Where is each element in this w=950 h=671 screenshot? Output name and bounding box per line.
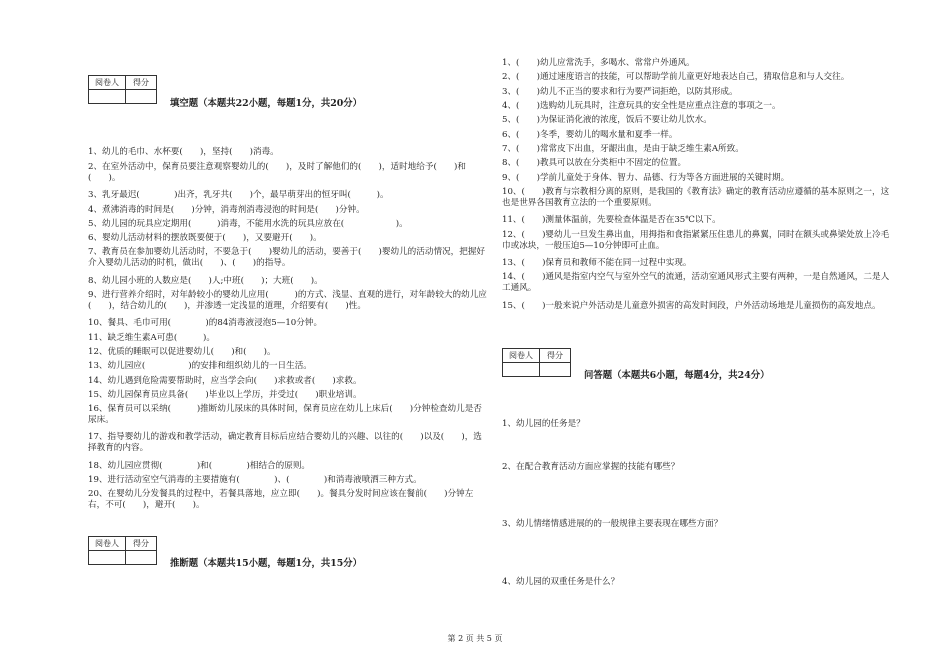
judge-item-7: 7、( )常常皮下出血，牙龈出血，是由于缺乏维生素A所致。 — [502, 144, 744, 154]
fill-item-3: 3、乳牙最迟( )出齐，乳牙共( )个，最早萌芽出的恒牙叫( )。 — [88, 190, 389, 200]
reviewer-label: 阅卷人 — [503, 349, 540, 363]
fill-item-2: 2、在室外活动中，保育员要注意观察婴幼儿的( )，及时了解他们的( )，适时地给予( )和( )。 — [88, 162, 466, 184]
reviewer-label: 阅卷人 — [89, 76, 126, 90]
judge-item-14: 14、( )通风是指室内空气与室外空气的流通，活动室通风形式主要有两种，一是自然通风，二是人工通风。 — [502, 272, 890, 294]
judge-item-2: 2、( )通过速度语言的技能，可以帮助学前儿童更好地表达自己，猜取信息和与人交往。 — [502, 72, 850, 82]
qa-item-2: 2、在配合教育活动方面应掌握的技能有哪些？ — [502, 462, 680, 472]
reviewer-cell[interactable] — [89, 90, 126, 104]
score-cell[interactable] — [540, 363, 571, 377]
fill-item-16: 16、保育员可以采纳( )推断幼儿尿床的具体时间，保育员应在幼儿上床后( )分钟检查幼儿是否尿床。 — [88, 404, 482, 426]
score-cell[interactable] — [126, 90, 157, 104]
judge-item-1: 1、( )幼儿应常洗手，多喝水、常常户外通风。 — [502, 58, 695, 68]
fill-item-9: 9、进行营养介绍时，对年龄较小的婴幼儿应用( )的方式、浅显、直观的进行，对年龄较大的幼儿应( )，结合幼儿的( )，并渗透一定浅显的道理，介绍要有( )性。 — [88, 290, 487, 312]
score-label: 得分 — [540, 349, 571, 363]
score-label: 得分 — [126, 537, 157, 551]
judge-item-3: 3、( )幼儿不正当的要求和行为要严词拒绝，以防其形成。 — [502, 87, 738, 97]
fill-item-10: 10、餐具、毛巾可用( )的84消毒液浸泡5—10分钟。 — [88, 318, 323, 328]
judge-item-12: 12、( )婴幼儿一旦发生鼻出血，用拇指和食指紧紧压住患儿的鼻翼，同时在额头或鼻梁处放上冷毛巾或冰块，一般压迫5—10分钟即可止血。 — [502, 230, 890, 252]
reviewer-cell[interactable] — [503, 363, 540, 377]
qa-item-1: 1、幼儿园的任务是？ — [502, 419, 585, 429]
fill-item-12: 12、优质的睡眠可以促进婴幼儿( )和( )。 — [88, 347, 276, 357]
judge-item-6: 6、( )冬季，婴幼儿的喝水量和夏季一样。 — [502, 130, 678, 140]
score-label: 得分 — [126, 76, 157, 90]
fill-item-15: 15、幼儿园保育员应具备( )毕业以上学历，并受过( )职业培训。 — [88, 390, 362, 400]
fill-item-8: 8、幼儿园小班的人数应是( )人;中班( )；大班( )。 — [88, 276, 323, 286]
fill-item-6: 6、婴幼儿活动材料的摆放既要便于( )，又要避开( )。 — [88, 233, 322, 243]
score-box-qa — [502, 348, 571, 377]
fill-item-18: 18、幼儿园应贯彻( )和( )相结合的原则。 — [88, 461, 311, 471]
judge-item-5: 5、( )为保证消化液的浓度，饭后不要让幼儿饮水。 — [502, 115, 712, 125]
reviewer-label: 阅卷人 — [89, 537, 126, 551]
fill-item-7: 7、教育员在参加婴幼儿活动时，不要急于( )婴幼儿的活动，要善于( )婴幼儿的活动情况，把握好介入婴幼儿活动的时机，做出( )、( )的指导。 — [88, 247, 486, 269]
judge-item-13: 13、( )保育员和教师不能在同一过程中实现。 — [502, 258, 692, 268]
fill-section-title: 填空题（本题共22小题，每题1分，共20分） — [170, 98, 362, 109]
judge-section-title: 推断题（本题共15小题，每题1分，共15分） — [170, 558, 362, 569]
fill-item-4: 4、煮沸消毒的时间是( )分钟，消毒剂消毒浸泡的时间是( )分钟。 — [88, 205, 365, 215]
page-footer: 第 2 页 共 5 页 — [447, 634, 503, 643]
score-box-judge — [88, 536, 157, 565]
judge-item-10: 10、( )教育与宗教相分离的原则，是我国的《教育法》确定的教育活动应遵循的基本原则之一，这也是世界各国教育立法的一个重要原则。 — [502, 187, 890, 209]
score-cell[interactable] — [126, 551, 157, 565]
fill-item-1: 1、幼儿的毛巾、水杯要( )，坚持( )消毒。 — [88, 147, 279, 157]
judge-item-4: 4、( )选购幼儿玩具时，注意玩具的安全性是应重点注意的事项之一。 — [502, 101, 781, 111]
fill-item-20: 20、在婴幼儿分发餐具的过程中，若餐具落地，应立即( )。餐具分发时间应该在餐前( )分钟左右，不可( )，避开( )。 — [88, 489, 474, 511]
fill-item-13: 13、幼儿园应( )的安排和组织幼儿的一日生活。 — [88, 361, 312, 371]
qa-item-4: 4、幼儿园的双重任务是什么？ — [502, 577, 620, 587]
judge-item-9: 9、( )学前儿童处于身体、智力、品德、行为等各方面进展的关键时期。 — [502, 173, 790, 183]
fill-item-19: 19、进行活动室空气消毒的主要措施有( )、( )和消毒液喷洒三种方式。 — [88, 475, 422, 485]
judge-item-8: 8、( )教具可以放在分类柜中不固定的位置。 — [502, 158, 687, 168]
judge-item-11: 11、( )测量体温前，先要检查体温是否在35℃以下。 — [502, 215, 721, 225]
qa-section-title: 问答题（本题共6小题，每题4分，共24分） — [584, 370, 770, 381]
fill-item-17: 17、指导婴幼儿的游戏和教学活动，确定教育目标后应结合婴幼儿的兴趣、以往的( )以及( )，选择教育的内容。 — [88, 432, 482, 454]
fill-item-11: 11、缺乏维生素A可患( )。 — [88, 333, 215, 343]
judge-item-15: 15、( )一般来说户外活动是儿童意外损害的高发时间段，户外活动场地是儿童损伤的高发地点。 — [502, 301, 881, 311]
reviewer-cell[interactable] — [89, 551, 126, 565]
fill-item-5: 5、幼儿园的玩具应定期用( )消毒，不能用水洗的玩具应放在( )。 — [88, 219, 408, 229]
score-box-fill — [88, 75, 157, 104]
fill-item-14: 14、幼儿遇到危险需要帮助时，应当学会向( )求救或者( )求救。 — [88, 376, 362, 386]
qa-item-3: 3、幼儿情绪情感进展的的一般规律主要表现在哪些方面？ — [502, 519, 723, 529]
